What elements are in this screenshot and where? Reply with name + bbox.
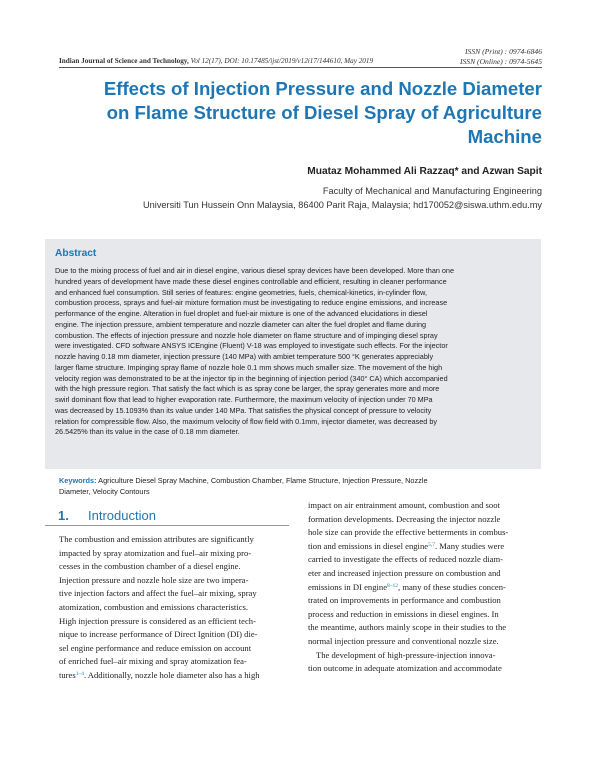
journal-meta: Vol 12(17), DOI: 10.17485/ijst/2019/v12i17/144610, May 2019 [188,57,374,65]
issn-block [460,47,542,66]
keywords-label: Keywords: [59,476,97,485]
issn-print: ISSN (Print) : 0974-6846 [465,47,542,56]
keywords-line: Diameter, Velocity Contours [59,487,150,496]
body-line: formation developments. Decreasing the injector nozzle [308,513,501,524]
body-text: tures [59,669,76,680]
affiliation-line: Universiti Tun Hussein Onn Malaysia, 86400 Parit Raja, Malaysia; hd170052@siswa.uthm.edu.my [143,200,542,210]
keywords-line: Agriculture Diesel Spray Machine, Combustion Chamber, Flame Structure, Injection Pressure, Nozzle [96,476,428,485]
abstract-line: hundred years of development have made these diesel engines controllable and efficient, resulting in cleaner performance [55,276,447,286]
abstract-line: and enhanced fuel consumption. Still series of features: engine geometries, fuels, chemical-kinetics, in-cylinder flow, [55,287,427,297]
body-text: . Many studies were [434,540,505,551]
title-line: Machine [467,126,542,147]
abstract-line: was decreased by 15.1093% than its value under 140 MPa. That satisfies the physical concept of pressure to velocity [55,405,432,415]
authors: Muataz Mohammed Ali Razzaq* and Azwan Sapit [307,166,542,177]
body-line [308,581,542,595]
body-line: Injection pressure and nozzle hole size are two impera- [59,574,249,585]
abstract-line: combustion process, sprays and fuel-air mixture formation must be investigating to reduce engine emissions, and increase [55,298,448,308]
affiliation-line: Faculty of Mechanical and Manufacturing Engineering [322,186,542,196]
body-line [308,540,542,554]
body-line: High injection pressure is considered as an efficient tech- [59,615,256,626]
body-text: emissions in DI engine [308,581,388,592]
body-text: . Additionally, nozzle hole diameter also has a high [83,669,260,680]
abstract-line: nozzle having 0.18 mm diameter, injection pressure (140 MPa) with ambiet temperature 500 °K generates appreciably [55,352,434,361]
abstract-line: larger flame structure. Impinging spray flame of nozzle hole 0.1 mm shows much smaller size. The movement of the high [55,362,443,372]
body-line: tion outcome in adequate atomization and accommodate [308,663,502,674]
section-heading [45,506,289,526]
body-line: sel engine performance and reduce emission on account [59,642,252,653]
body-line: normal injection pressure and conventional nozzle size. [308,635,499,646]
body-line: trated on improvements in performance and combustion [308,595,501,606]
affiliation [143,184,542,212]
body-text: , many of these studies concen- [398,581,506,592]
citation-ref[interactable]: 5,7 [428,541,435,548]
abstract-line: with the high pressure region. That satisfy the fact which is as spray cone be larger, the spray generates more and more [55,384,440,394]
journal-name: Indian Journal of Science and Technology, [59,57,189,65]
body-line: impact on air entrainment amount, combustion and soot [308,500,500,510]
body-line: impacted by spray atomization and fuel–air mixing pro- [59,547,252,558]
abstract-line: combustion. The effects of injection pressure and nozzle hole diameter on flame structure and of impinging diesel spray [55,330,438,340]
body-line: nique to increase performance of Direct Ignition (DI) die- [59,629,258,640]
body-line: the meantime, authors mainly scope in their studies to the [308,622,507,633]
abstract-line: 26.5425% than its value in the case of 0.18 mm diameter. [55,427,240,437]
section-title: Introduction [88,508,156,523]
abstract-text [55,266,535,438]
abstract-line: swirl dominant flow that lead to higher evaporation rate. Furthermore, the maximum velocity of injection under 70 MPa [55,395,433,404]
body-line: eter and increased injection pressure on combustion and [308,567,501,578]
abstract-box [45,239,541,469]
paper-title [80,77,542,149]
body-line: of enriched fuel–air mixing and spray atomization fea- [59,656,247,667]
section-number: 1. [58,508,69,523]
keywords [59,475,542,497]
abstract-line: Due to the mixing process of fuel and air in diesel engine, various diesel spray devices have been developed. More than one [55,266,454,275]
header-rule [59,67,542,68]
body-line: process and reduction in emissions in diesel engines. In [308,608,499,619]
body-line: atomization, combustion and emissions characteristics. [59,601,249,612]
right-column [308,499,542,676]
body-text: tion and emissions in diesel engine [308,540,429,551]
citation-ref[interactable]: 1–4 [75,670,84,677]
title-line: on Flame Structure of Diesel Spray of Agriculture [106,102,542,123]
body-line: carried to investigate the effects of reduced nozzle diam- [308,554,504,565]
abstract-line: performance of the engine. Alteration in fuel droplet and fuel-air mixture is one of the advanced elucidations in diesel [55,309,428,318]
issn-online: ISSN (Online) : 0974-5645 [459,56,542,66]
abstract-line: velocity region was demonstrated to be at the injector tip in the beginning of injection period (340° CA) which accompanied [55,373,448,383]
citation-ref[interactable]: 8–12 [387,582,399,589]
abstract-line: were investigated. CFD software ANSYS ICEngine (Fluent) V-18 was employed to investigate such effects. For the injector [55,341,448,351]
body-line: hole size can provide the effective betterments in combus- [308,527,509,538]
body-line: The development of high-pressure-injection innova- [316,649,496,660]
journal-citation [59,57,459,65]
body-line: cesses in the combustion chamber of a diesel engine. [59,561,241,572]
body-line [59,669,291,683]
body-line: The combustion and emission attributes are significantly [59,534,254,544]
abstract-line: relation for compressible flow. Also, the maximum velocity of flow field with 0.1mm, injector diameter, was decreased by [55,416,437,426]
abstract-line: engine. The injection pressure, ambient temperature and nozzle diameter can alter the fuel droplet and flame during [55,319,427,329]
left-column [59,533,291,683]
title-line: Effects of Injection Pressure and Nozzle Diameter [103,78,542,99]
body-line: tive injection factors and affect the fuel–air mixing, spray [59,588,257,599]
abstract-heading: Abstract [55,248,97,259]
